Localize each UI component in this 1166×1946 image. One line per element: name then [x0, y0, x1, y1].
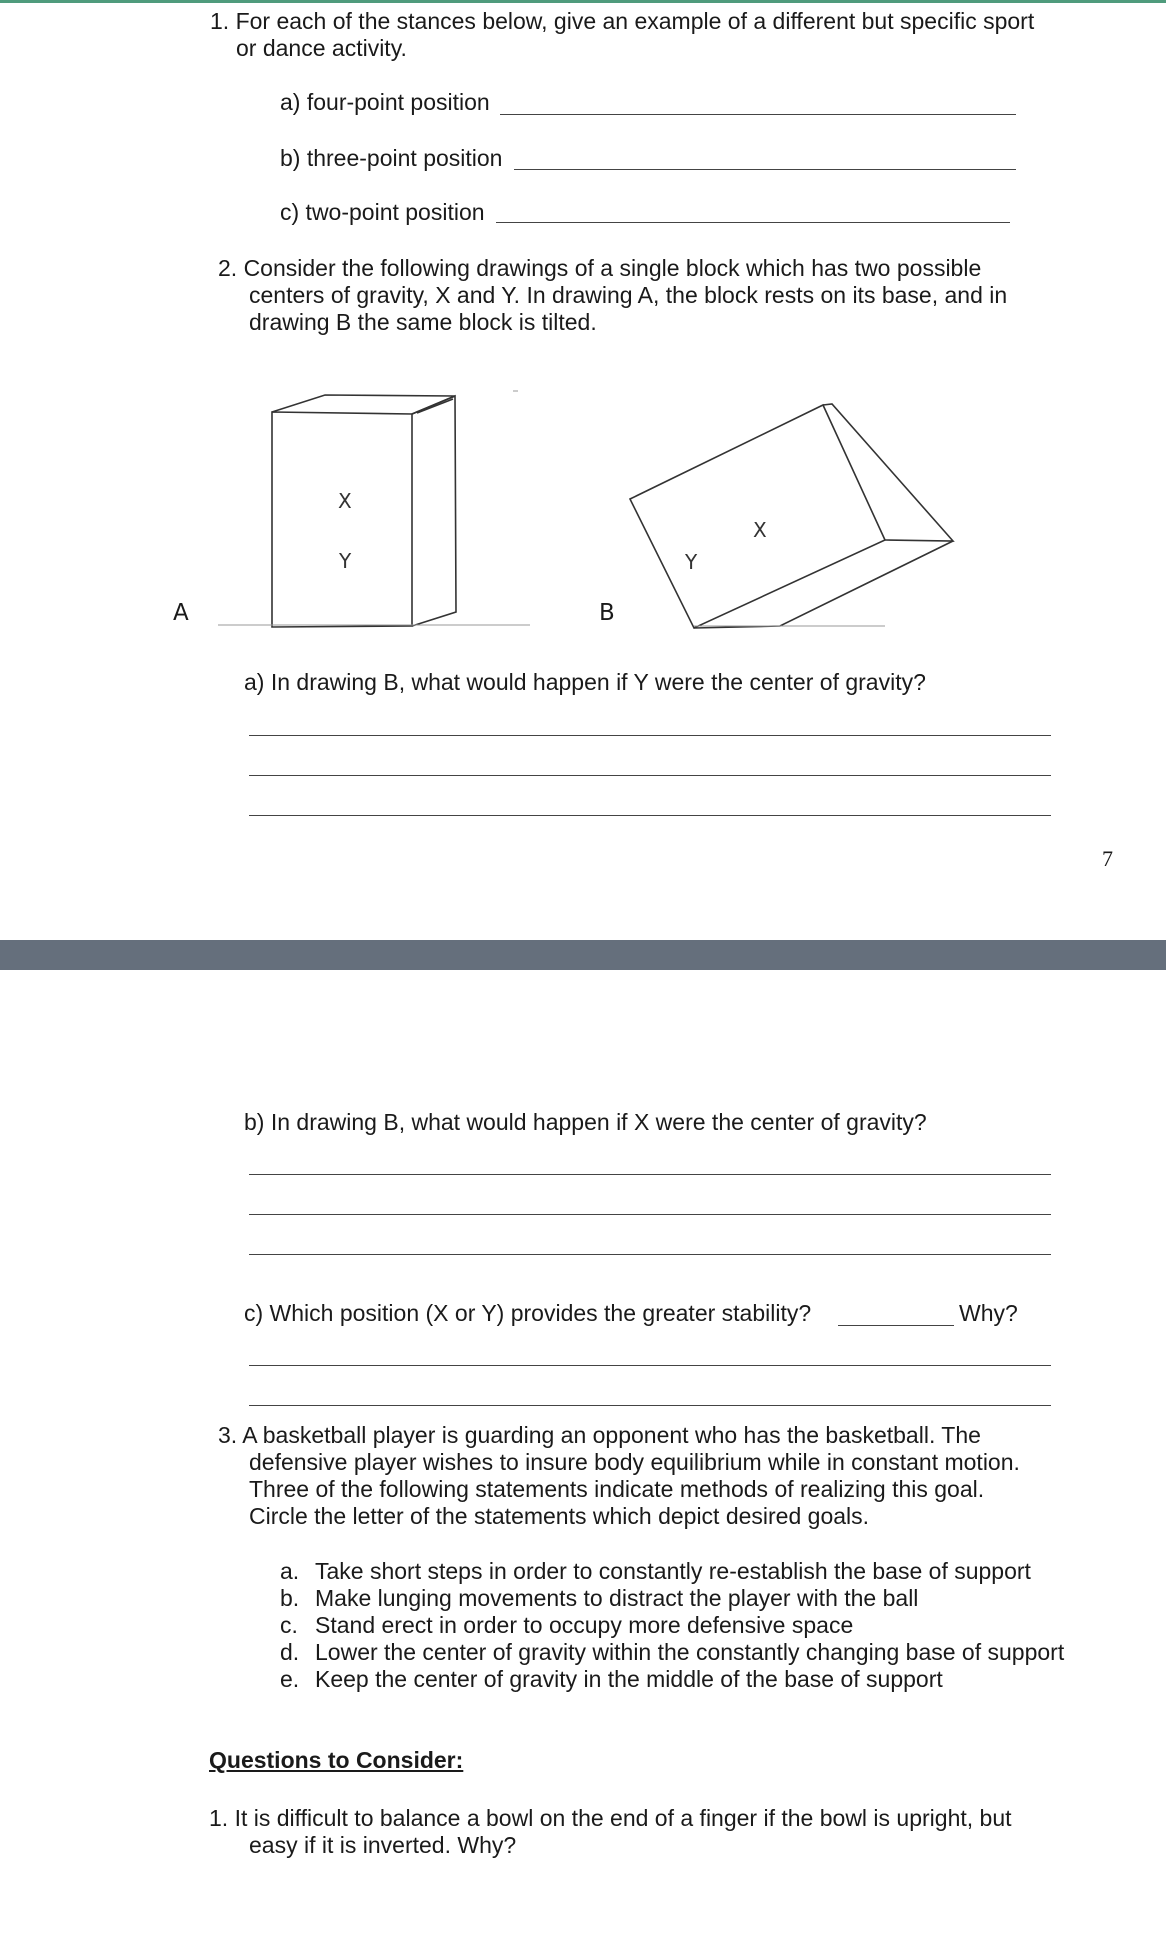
q1-item-c-answer-line[interactable] [496, 222, 1010, 223]
q2c-short-answer-line[interactable] [838, 1325, 954, 1326]
q2-stem-line2: centers of gravity, X and Y. In drawing A, the block rests on its base, and in [249, 282, 1008, 308]
block-figure [0, 380, 1166, 640]
q3-option-text: Stand erect in order to occupy more defensive space [315, 1612, 854, 1638]
q1-stem-line2: or dance activity. [236, 35, 407, 61]
q1-item-b-label: b) three-point position [280, 145, 503, 171]
q3-option-letter[interactable]: b. [280, 1585, 300, 1611]
top-rule [0, 0, 1166, 3]
q3-option-letter[interactable]: c. [280, 1612, 298, 1638]
q2b-answer-line-3[interactable] [249, 1254, 1051, 1255]
q2a-answer-line-1[interactable] [249, 735, 1051, 736]
q3-option-text: Make lunging movements to distract the player with the ball [315, 1585, 919, 1611]
q3-stem-line4: Circle the letter of the statements which depict desired goals. [249, 1503, 870, 1529]
block-b-y-mark: Y [685, 550, 698, 574]
block-b [630, 404, 953, 628]
page-divider [0, 940, 1166, 970]
q2a-answer-line-3[interactable] [249, 815, 1051, 816]
q3-stem-line1: 3. A basketball player is guarding an opponent who has the basketball. The [218, 1422, 981, 1448]
label-a: A [173, 600, 189, 626]
q2a-prompt: a) In drawing B, what would happen if Y were the center of gravity? [244, 669, 926, 695]
questions-to-consider-heading: Questions to Consider: [209, 1747, 464, 1773]
block-a-y-mark: Y [339, 549, 352, 573]
block-b-x-mark: X [753, 518, 767, 542]
q3-option-text: Lower the center of gravity within the constantly changing base of support [315, 1639, 1065, 1665]
q3-option-letter[interactable]: d. [280, 1639, 300, 1665]
q2c-answer-line-1[interactable] [249, 1365, 1051, 1366]
block-a-x-mark: X [338, 489, 352, 513]
q1-stem-line1: 1. For each of the stances below, give an example of a different but specific sport [210, 8, 1035, 34]
q3-option-text: Keep the center of gravity in the middle of the base of support [315, 1666, 943, 1692]
q3-option-letter[interactable]: a. [280, 1558, 300, 1584]
q3-option-letter[interactable]: e. [280, 1666, 300, 1692]
label-b: B [599, 600, 615, 626]
consider-q1-line2: easy if it is inverted. Why? [249, 1832, 517, 1858]
q2b-answer-line-1[interactable] [249, 1174, 1051, 1175]
q1-item-a-answer-line[interactable] [500, 114, 1016, 115]
q2b-prompt: b) In drawing B, what would happen if X were the center of gravity? [244, 1109, 927, 1135]
q2-stem-line1: 2. Consider the following drawings of a single block which has two possible [218, 255, 982, 281]
q1-item-c-label: c) two-point position [280, 199, 485, 225]
q2b-answer-line-2[interactable] [249, 1214, 1051, 1215]
q2-stem-line3: drawing B the same block is tilted. [249, 309, 597, 335]
q2c-prompt: c) Which position (X or Y) provides the greater stability? [244, 1300, 812, 1326]
consider-q1-line1: 1. It is difficult to balance a bowl on the end of a finger if the bowl is upright, but [209, 1805, 1012, 1831]
q2c-answer-line-2[interactable] [249, 1405, 1051, 1406]
q1-item-a-label: a) four-point position [280, 89, 490, 115]
q2a-answer-line-2[interactable] [249, 775, 1051, 776]
q3-stem-line3: Three of the following statements indicate methods of realizing this goal. [249, 1476, 985, 1502]
q1-item-b-answer-line[interactable] [514, 169, 1016, 170]
block-a [272, 395, 456, 627]
q3-stem-line2: defensive player wishes to insure body equilibrium while in constant motion. [249, 1449, 1020, 1475]
q2c-why: Why? [959, 1300, 1018, 1326]
q3-option-text: Take short steps in order to constantly re-establish the base of support [315, 1558, 1031, 1584]
page-number: 7 [1102, 846, 1113, 871]
